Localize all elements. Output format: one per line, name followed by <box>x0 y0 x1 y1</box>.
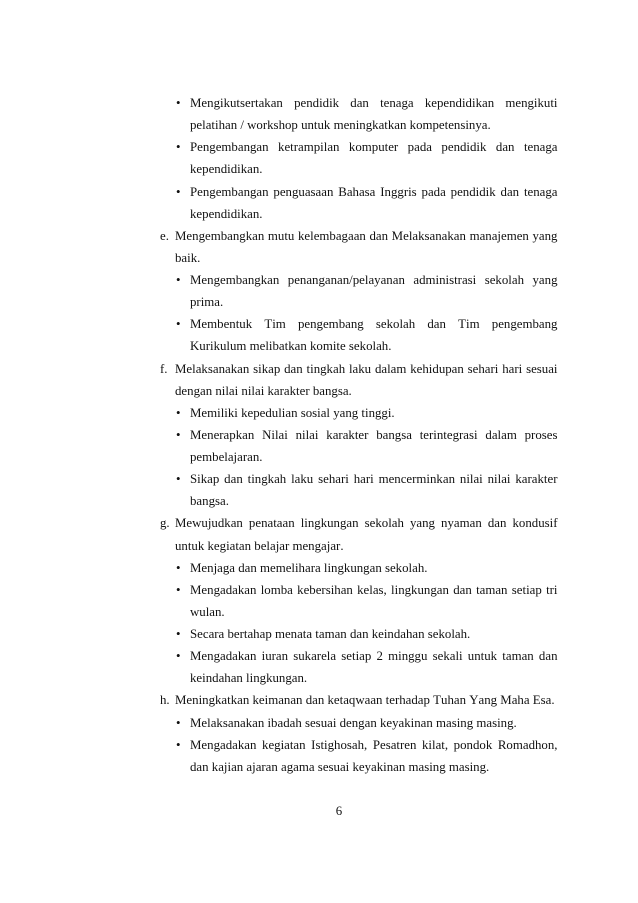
bullet-marker: • <box>176 317 181 332</box>
bullet-marker: • <box>176 715 181 730</box>
bullet-text: Secara bertahap menata taman dan keindahan sekolah. <box>190 627 471 641</box>
bullet-text: Mengadakan kegiatan Istighosah, Pesatren kilat, pondok Romadhon, dan kajian ajaran agama sesuai keyakinan masing masing. <box>190 737 558 774</box>
bullet-text: Membentuk Tim pengembang sekolah dan Tim pengembang Kurikulum melibatkan komite sekolah. <box>190 317 558 354</box>
bullet-text: Pengembangan ketrampilan komputer pada pendidik dan tenaga kependidikan. <box>190 140 558 177</box>
bullet-marker: • <box>176 96 181 110</box>
section-label: e. <box>160 228 169 243</box>
bullet-item <box>160 136 558 180</box>
bullet-marker: • <box>176 405 181 420</box>
document-body <box>160 92 558 778</box>
bullet-text: Memiliki kepedulian sosial yang tinggi. <box>190 405 395 420</box>
section-heading-text: Meningkatkan keimanan dan ketaqwaan terhadap Tuhan Yang Maha Esa. <box>175 693 555 708</box>
bullet-item <box>160 269 558 313</box>
section-label: g. <box>160 516 170 531</box>
bullet-text: Sikap dan tingkah laku sehari hari mencerminkan nilai nilai karakter bangsa. <box>190 472 558 509</box>
bullet-item <box>160 557 558 579</box>
bullet-text: Mengikutsertakan pendidik dan tenaga kependidikan mengikuti pelatihan / workshop untuk meningkatkan kompetensinya. <box>190 96 558 133</box>
bullet-marker: • <box>176 472 181 487</box>
bullet-text: Menerapkan Nilai nilai karakter bangsa terintegrasi dalam proses pembelajaran. <box>190 427 558 464</box>
bullet-item <box>160 645 558 689</box>
section-heading <box>160 512 558 556</box>
bullet-marker: • <box>176 627 181 641</box>
bullet-item <box>160 734 558 778</box>
section-f <box>160 358 558 513</box>
bullet-item <box>160 424 558 468</box>
section-g <box>160 512 558 689</box>
bullet-text: Pengembangan penguasaan Bahasa Inggris pada pendidik dan tenaga kependidikan. <box>190 184 558 221</box>
bullet-item <box>160 181 558 225</box>
bullet-item <box>160 579 558 623</box>
bullet-marker: • <box>176 427 181 442</box>
bullet-item <box>160 92 558 136</box>
section-heading-text: Mengembangkan mutu kelembagaan dan Melaksanakan manajemen yang baik. <box>175 228 558 265</box>
bullet-marker: • <box>176 184 181 199</box>
bullet-item <box>160 468 558 512</box>
bullet-item <box>160 712 558 734</box>
section-h <box>160 689 558 778</box>
bullet-marker: • <box>176 140 181 155</box>
bullet-text: Melaksanakan ibadah sesuai dengan keyakinan masing masing. <box>190 715 517 730</box>
bullet-text: Mengadakan lomba kebersihan kelas, lingkungan dan taman setiap tri wulan. <box>190 582 558 619</box>
bullet-marker: • <box>176 560 181 575</box>
bullet-marker: • <box>176 582 181 597</box>
section-heading <box>160 689 558 711</box>
section-heading-text: Melaksanakan sikap dan tingkah laku dalam kehidupan sehari hari sesuai dengan nilai nilai karakter bangsa. <box>175 361 558 398</box>
section-e <box>160 225 558 358</box>
page-number: 6 <box>335 804 343 818</box>
section-heading-text: Mewujudkan penataan lingkungan sekolah yang nyaman dan kondusif untuk kegiatan belajar mengajar. <box>175 516 558 553</box>
bullet-text: Menjaga dan memelihara lingkungan sekolah. <box>190 560 428 575</box>
bullet-marker: • <box>176 273 181 287</box>
bullet-marker: • <box>176 649 181 664</box>
bullet-item <box>160 402 558 424</box>
bullet-item <box>160 313 558 357</box>
bullet-text: Mengadakan iuran sukarela setiap 2 minggu sekali untuk taman dan keindahan lingkungan. <box>190 649 558 686</box>
bullet-item <box>160 623 558 645</box>
bullet-text: Mengembangkan penanganan/pelayanan administrasi sekolah yang prima. <box>190 273 558 310</box>
section-label: h. <box>160 693 170 708</box>
section-heading <box>160 225 558 269</box>
bullet-marker: • <box>176 737 181 752</box>
section-heading <box>160 358 558 402</box>
section-label: f. <box>160 361 168 376</box>
